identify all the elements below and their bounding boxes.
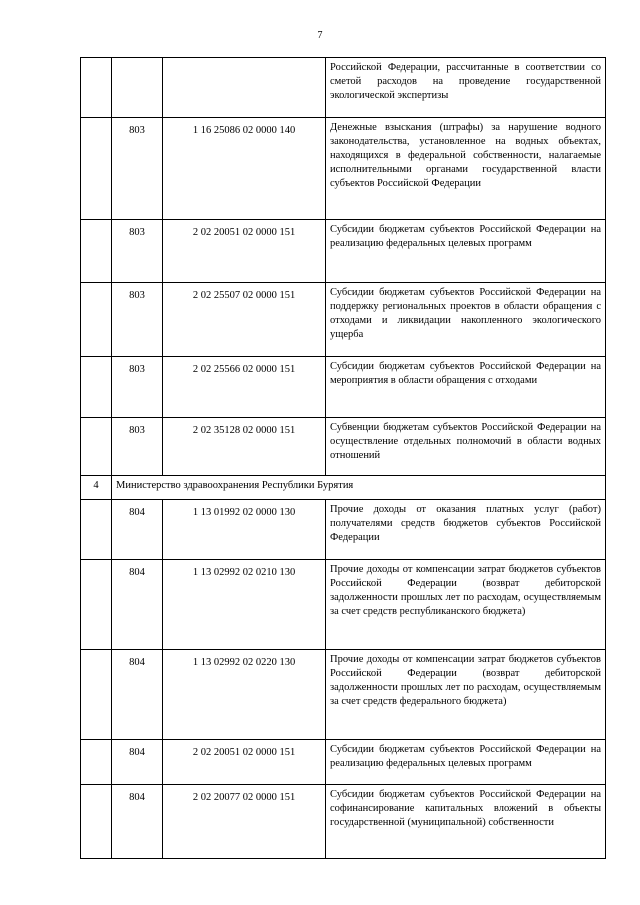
kbk-code-cell: 2 02 20077 02 0000 151 (163, 785, 326, 859)
kbk-code-cell: 2 02 20051 02 0000 151 (163, 740, 326, 785)
admin-code-cell (112, 58, 163, 118)
kbk-code-cell: 1 13 01992 02 0000 130 (163, 500, 326, 560)
kbk-code-cell: 2 02 35128 02 0000 151 (163, 418, 326, 476)
row-number-cell (81, 785, 112, 859)
table-row (81, 560, 606, 650)
table-row (81, 740, 606, 785)
description-cell: Субсидии бюджетам субъектов Российской Федерации на реализацию федеральных целевых программ (326, 740, 606, 785)
admin-code-cell: 803 (112, 283, 163, 357)
description-cell: Субсидии бюджетам субъектов Российской Федерации на поддержку региональных проектов в области обращения с отходами и ликвидации накопленного экологического ущерба (326, 283, 606, 357)
table-row (81, 58, 606, 118)
description-cell: Субсидии бюджетам субъектов Российской Федерации на софинансирование капитальных вложений в объекты государственной (муниципальной) собственности (326, 785, 606, 859)
row-number-cell (81, 357, 112, 418)
admin-code-cell: 803 (112, 418, 163, 476)
kbk-code-cell: 2 02 25566 02 0000 151 (163, 357, 326, 418)
admin-code-cell: 804 (112, 560, 163, 650)
row-number-cell (81, 740, 112, 785)
description-cell: Прочие доходы от компенсации затрат бюджетов субъектов Российской Федерации (возврат дебиторской задолженности прошлых лет по расходам, осуществляемым за счет средств федерального бюджета) (326, 650, 606, 740)
table-row (81, 118, 606, 220)
row-number-cell (81, 418, 112, 476)
department-row (81, 476, 606, 500)
row-number-cell (81, 283, 112, 357)
row-number-cell (81, 650, 112, 740)
admin-code-cell: 803 (112, 357, 163, 418)
description-cell: Субсидии бюджетам субъектов Российской Федерации на мероприятия в области обращения с отходами (326, 357, 606, 418)
row-number-cell (81, 220, 112, 283)
admin-code-cell: 804 (112, 740, 163, 785)
table-row (81, 283, 606, 357)
admin-code-cell: 803 (112, 118, 163, 220)
row-number-cell (81, 118, 112, 220)
description-cell: Российской Федерации, рассчитанные в соответствии со сметой расходов на проведение государственной экологической экспертизы (326, 58, 606, 118)
table-row (81, 785, 606, 859)
description-cell: Прочие доходы от компенсации затрат бюджетов субъектов Российской Федерации (возврат дебиторской задолженности прошлых лет по расходам, осуществляемым за счет средств республиканского бюджета) (326, 560, 606, 650)
description-cell: Прочие доходы от оказания платных услуг (работ) получателями средств бюджетов субъектов Российской Федерации (326, 500, 606, 560)
description-cell: Денежные взыскания (штрафы) за нарушение водного законодательства, установленное на водных объектах, находящихся в федеральной собственности, налагаемые исполнительными органами государственной власти субъектов Российской Федерации (326, 118, 606, 220)
admin-code-cell: 803 (112, 220, 163, 283)
revenue-codes-table (80, 57, 606, 859)
admin-code-cell: 804 (112, 650, 163, 740)
kbk-code-cell: 1 16 25086 02 0000 140 (163, 118, 326, 220)
table-row (81, 650, 606, 740)
row-number-cell (81, 560, 112, 650)
kbk-code-cell: 2 02 20051 02 0000 151 (163, 220, 326, 283)
table-row (81, 357, 606, 418)
kbk-code-cell: 1 13 02992 02 0210 130 (163, 560, 326, 650)
table-row (81, 418, 606, 476)
admin-code-cell: 804 (112, 785, 163, 859)
kbk-code-cell (163, 58, 326, 118)
department-number-cell: 4 (81, 476, 112, 500)
table-row (81, 220, 606, 283)
page-number: 7 (317, 30, 323, 41)
row-number-cell (81, 58, 112, 118)
description-cell: Субсидии бюджетам субъектов Российской Федерации на реализацию федеральных целевых программ (326, 220, 606, 283)
table-row (81, 500, 606, 560)
admin-code-cell: 804 (112, 500, 163, 560)
kbk-code-cell: 1 13 02992 02 0220 130 (163, 650, 326, 740)
description-cell: Субвенции бюджетам субъектов Российской Федерации на осуществление отдельных полномочий в области водных отношений (326, 418, 606, 476)
row-number-cell (81, 500, 112, 560)
kbk-code-cell: 2 02 25507 02 0000 151 (163, 283, 326, 357)
department-name-cell: Министерство здравоохранения Республики Бурятия (112, 476, 606, 500)
